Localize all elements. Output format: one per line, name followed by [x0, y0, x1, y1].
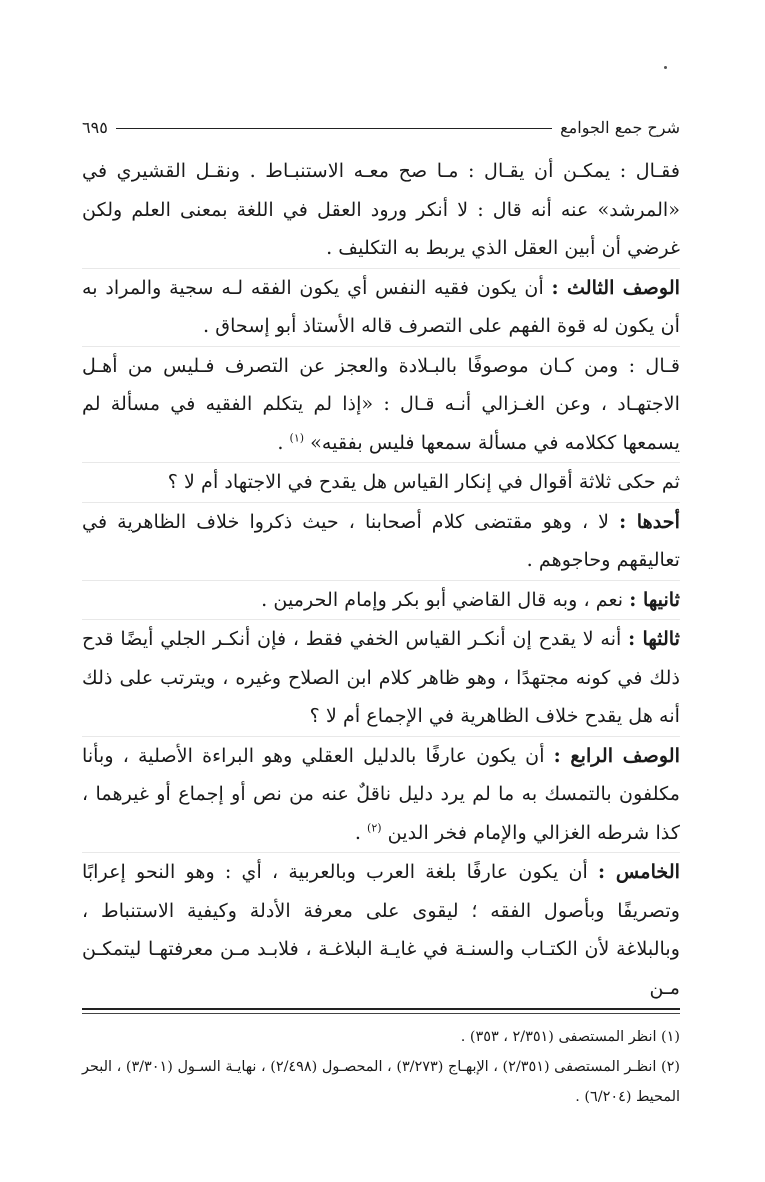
paragraph-text: نعم ، وبه قال القاضي أبو بكر وإمام الحرمين .	[261, 587, 630, 611]
paragraph-text: قـال : ومن كـان موصوفًا بالبـلادة والعجز عن التصرف فـليس من أهـل الاجتهـاد ، وعن الغـزالي أنـه قـال : «إذا لم يتكلم الفقيه في مسألة لم يسمعها ككلامه في مسألة سمعها فليس بفقيه»	[82, 353, 680, 454]
paragraph-text: أن يكون عارفًا بالدليل العقلي وهو البراءة الأصلية ، وبأنا مكلفون بالتمسك به ما لم يرد دليل ناقلٌ عنه من نص أو إجماع أو غيرهما ، كذا شرطه الغزالي والإمام فخر الدين	[82, 743, 680, 844]
footnote-ref-1: (١)	[289, 431, 305, 445]
paragraph-text: أن يكون عارفًا بلغة العرب وبالعربية ، أي : وهو النحو إعرابًا وتصريفًا وبأصول الفقه ؛ ليقوى على معرفة الأدلة وكيفية الاستنباط ، وبالبلاغة لأن الكتـاب والسنـة في غايـة البلاغـة ، فلابـد مـن معرفتهـا ليتمكـن مـن	[82, 860, 680, 999]
paragraph-3	[82, 346, 680, 463]
running-title: شرح جمع الجوامع	[560, 117, 680, 137]
paragraph-lead: ثالثها :	[628, 627, 680, 650]
paragraph-text: لا ، وهو مقتضى كلام أصحابنا ، حيث ذكروا خلاف الظاهرية في تعاليقهم وحاجوهم .	[82, 509, 680, 571]
paragraph-lead: الوصف الثالث :	[551, 275, 680, 299]
paragraph-text: أنه لا يقدح إن أنكـر القياس الخفي فقط ، فإن أنكـر الجلي أيضًا قدح ذلك في كونه مجتهدًا ، وهو ظاهر كلام ابن الصلاح وغيره ، ويترتب على ذلك أنه هل يقدح خلاف الظاهرية في الإجماع أم لا ؟	[82, 627, 680, 727]
paragraph-lead: الخامس :	[598, 860, 680, 883]
paragraph-lead: ثانيها :	[629, 587, 680, 611]
footnotes	[82, 1022, 680, 1112]
footnote-1: (١) انظر المستصفى (٢/٣٥١ ، ٣٥٣) .	[460, 1029, 680, 1045]
paragraph-text: أن يكون فقيه النفس أي يكون الفقه لـه سجية والمراد به أن يكون له قوة الفهم على التصرف قاله الأستاذ أبو إسحاق .	[82, 275, 680, 337]
paragraph-7	[82, 619, 680, 736]
paragraph-tail: .	[277, 430, 290, 454]
paragraph-9	[82, 852, 680, 1007]
header-rule	[116, 128, 552, 129]
page-number: ٦٩٥	[82, 117, 108, 137]
paragraph-text: ثم حكى ثلاثة أقوال في إنكار القياس هل يقدح في الاجتهاد أم لا ؟	[167, 470, 680, 493]
paragraph-2	[82, 268, 680, 346]
paragraph-1	[82, 152, 680, 268]
paragraph-tail: .	[354, 820, 368, 844]
paragraph-8	[82, 736, 680, 853]
page-header	[82, 112, 680, 142]
footnote-ref-2: (٢)	[367, 821, 382, 835]
paragraph-lead: أحدها :	[619, 509, 680, 533]
body-text	[82, 152, 680, 1007]
paragraph-4	[82, 462, 680, 502]
footnote-2: (٢) انظـر المستصفى (٢/٣٥١) ، الإبهـاج (٣/٢٧٣) ، المحصـول (٢/٤٩٨) ، نهايـة السـول (٣/٣٠١) ، البحر المحيط (٦/٢٠٤) .	[82, 1059, 680, 1105]
paragraph-5	[82, 502, 680, 580]
paragraph-text: فقـال : يمكـن أن يقـال : مـا صح معـه الاستنبـاط . ونقـل القشيري في «المرشد» عنه أنه قال : لا أنكر ورود العقل في اللغة بمعنى العلم ولكن غرضي أن أبين العقل الذي يربط به التكليف .	[82, 159, 680, 259]
paragraph-6	[82, 580, 680, 620]
footnote-divider	[82, 1008, 680, 1010]
page-speck	[664, 66, 667, 69]
paragraph-lead: الوصف الرابع :	[553, 743, 680, 767]
footnote-divider-thin	[82, 1013, 680, 1014]
